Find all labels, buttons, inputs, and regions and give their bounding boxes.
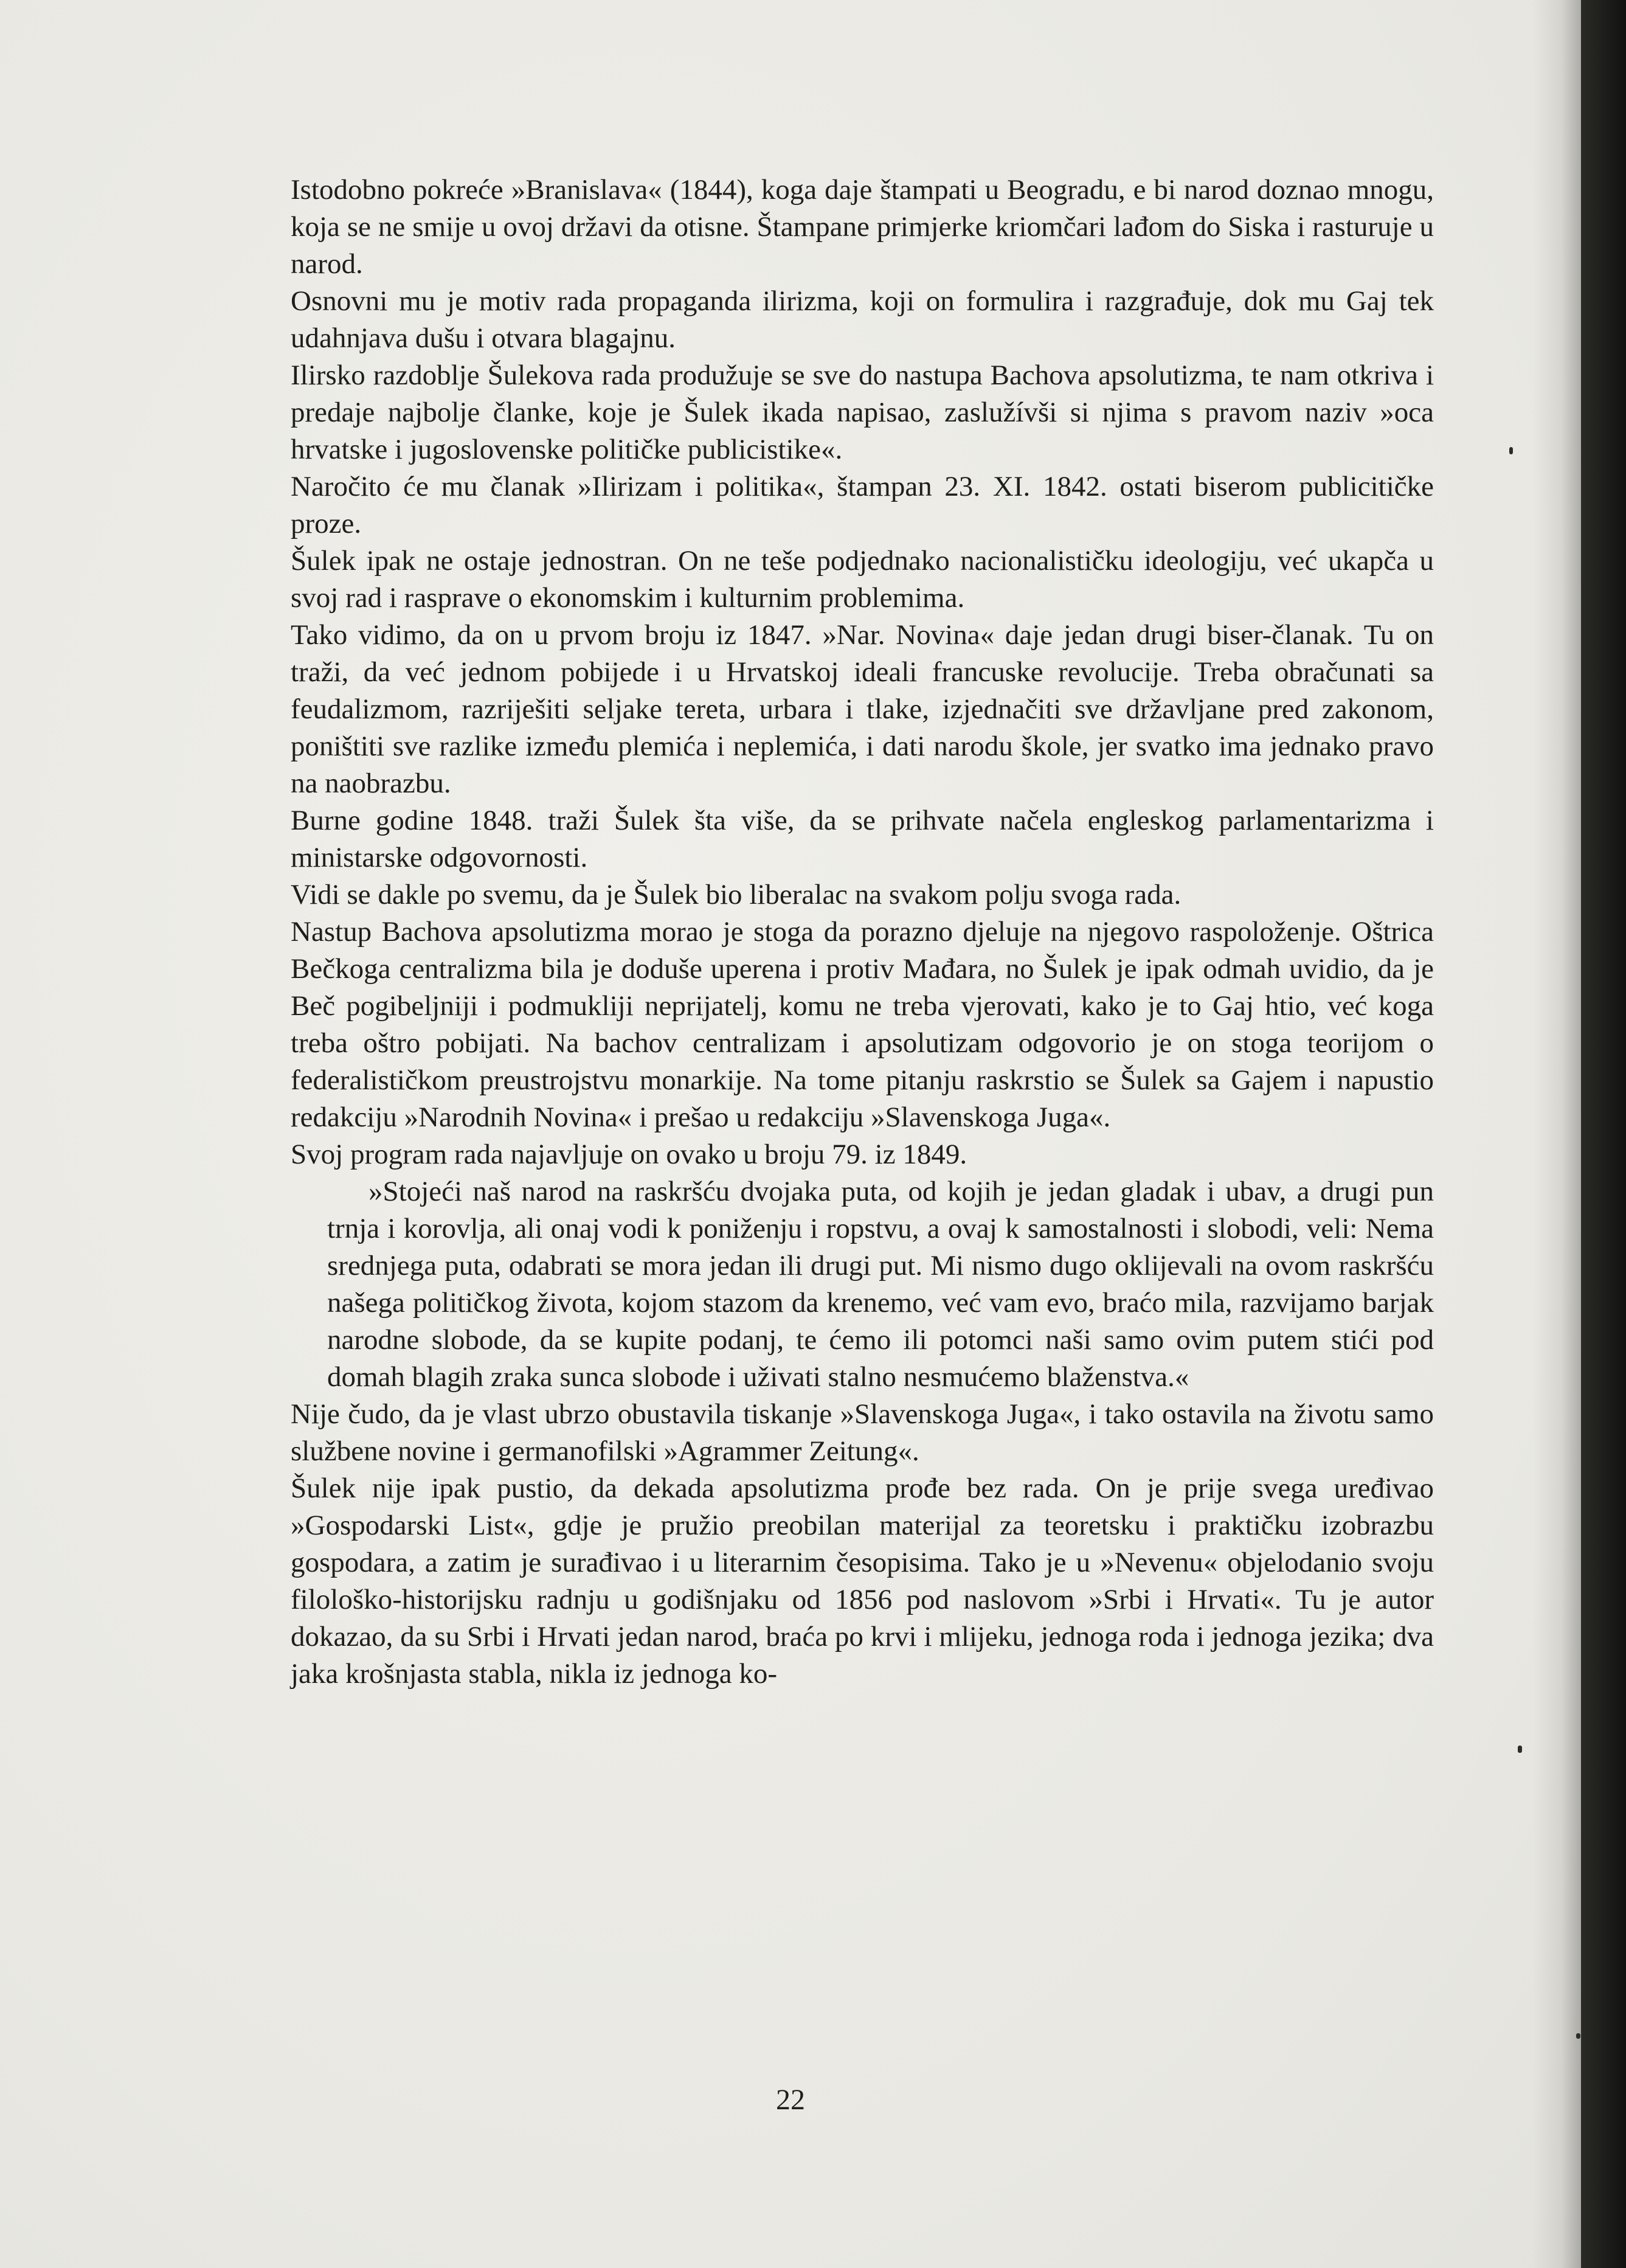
paragraph: Ilirsko razdoblje Šulekova rada produžuje se sve do nastupa Bachova apsolutizma, te nam otkriva i predaje najbolje članke, koje je Šulek ikada napisao, zaslužívši si njima s pravom naziv »oca hrvatske i jugoslovenske političke publicistike«. — [291, 359, 1434, 465]
paragraph: Tako vidimo, da on u prvom broju iz 1847. »Nar. Novina« daje jedan drugi biser-članak. Tu on traži, da već jednom pobijede i u Hrvatskoj ideali francuske revolucije. Treba obračunati sa feudalizmom, razriješiti seljake tereta, urbara i tlake, izjednačiti sve državljane pred zakonom, poništiti sve razlike između plemića i neplemića, i dati narodu škole, jer svatko ima jednako pravo na naobrazbu. — [291, 619, 1434, 799]
scan-speck — [1576, 2033, 1580, 2039]
paragraph: Nije čudo, da je vlast ubrzo obustavila tiskanje »Slavenskoga Juga«, i tako ostavila na životu samo službene novine i germanofilski »Agrammer Zeitung«. — [291, 1398, 1434, 1467]
paragraph: Istodobno pokreće »Branislava« (1844), koga daje štampati u Beogradu, e bi narod doznao mnogu, koja se ne smije u ovoj državi da otisne. Štampane primjerke kriomčari lađom do Siska i rasturuje u narod. — [291, 174, 1434, 280]
book-edge — [1581, 0, 1626, 2268]
paragraph: Nastup Bachova apsolutizma morao je stoga da porazno djeluje na njegovo raspoloženje. Oštrica Bečkoga centralizma bila je doduše uperena i protiv Mađara, no Šulek je ipak odmah uvidio, da je Beč pogibeljniji i podmukliji neprijatelj, komu ne treba vjerovati, kako je to Gaj htio, već koga treba oštro pobijati. Na bachov centralizam i apsolutizam odgovorio je on stoga teorijom o federalističkom preustrojstvu monarkije. Na tome pitanju raskrstio se Šulek sa Gajem i napustio redakciju »Narodnih Novina« i prešao u redakciju »Slavenskoga Juga«. — [291, 916, 1434, 1133]
paragraph: Naročito će mu članak »Ilirizam i politika«, štampan 23. XI. 1842. ostati biserom publicitičke proze. — [291, 471, 1434, 539]
scan-speck — [1509, 447, 1513, 454]
page-fold-shadow — [1532, 0, 1581, 2268]
paragraph: Šulek ipak ne ostaje jednostran. On ne teše podjednako nacionalističku ideologiju, već ukapča u svoj rad i rasprave o ekonomskim i kulturnim problemima. — [291, 545, 1434, 614]
block-quote: »Stojeći naš narod na raskršću dvojaka puta, od kojih je jedan gladak i ubav, a drugi pun trnja i korovlja, ali onaj vodi k poniženju i ropstvu, a ovaj k samostalnosti i slobodi, veli: Nema srednjega puta, odabrati se mora jedan ili drugi put. Mi nismo dugo oklijevali na ovom raskršću našega političkog života, kojom stazom da krenemo, već vam evo, braćo mila, razvijamo barjak narodne slobode, da se kupite podanj, te ćemo ili potomci naši samo ovim putem stići pod domah blagih zraka sunca slobode i uživati stalno nesmućemo blaženstva.« — [327, 1176, 1434, 1393]
paragraph: Burne godine 1848. traži Šulek šta više, da se prihvate načela engleskog parlamentarizma i ministarske odgovornosti. — [291, 805, 1434, 873]
scan-speck — [1518, 1746, 1522, 1753]
paragraph: Svoj program rada najavljuje on ovako u broju 79. iz 1849. — [291, 1139, 967, 1170]
paragraph: Šulek nije ipak pustio, da dekada apsolutizma prođe bez rada. On je prije svega uređivao »Gospodarski List«, gdje je pružio preobilan materijal za teoretsku i praktičku izobrazbu gospodara, a zatim je surađivao i u literarnim česopisima. Tako je u »Nevenu« objelodanio svoju filološko-historijsku radnju u godišnjaku od 1856 pod naslovom »Srbi i Hrvati«. Tu je autor dokazao, da su Srbi i Hrvati jedan narod, braća po krvi i mlijeku, jednoga roda i jednoga jezika; dva jaka krošnjasta stabla, nikla iz jednoga ko- — [291, 1472, 1434, 1690]
paragraph: Vidi se dakle po svemu, da je Šulek bio liberalac na svakom polju svoga rada. — [291, 879, 1181, 910]
body-text — [291, 172, 1434, 1693]
page-number: 22 — [776, 2084, 805, 2116]
paragraph: Osnovni mu je motiv rada propaganda ilirizma, koji on formulira i razgrađuje, dok mu Gaj tek udahnjava dušu i otvara blagajnu. — [291, 285, 1434, 354]
